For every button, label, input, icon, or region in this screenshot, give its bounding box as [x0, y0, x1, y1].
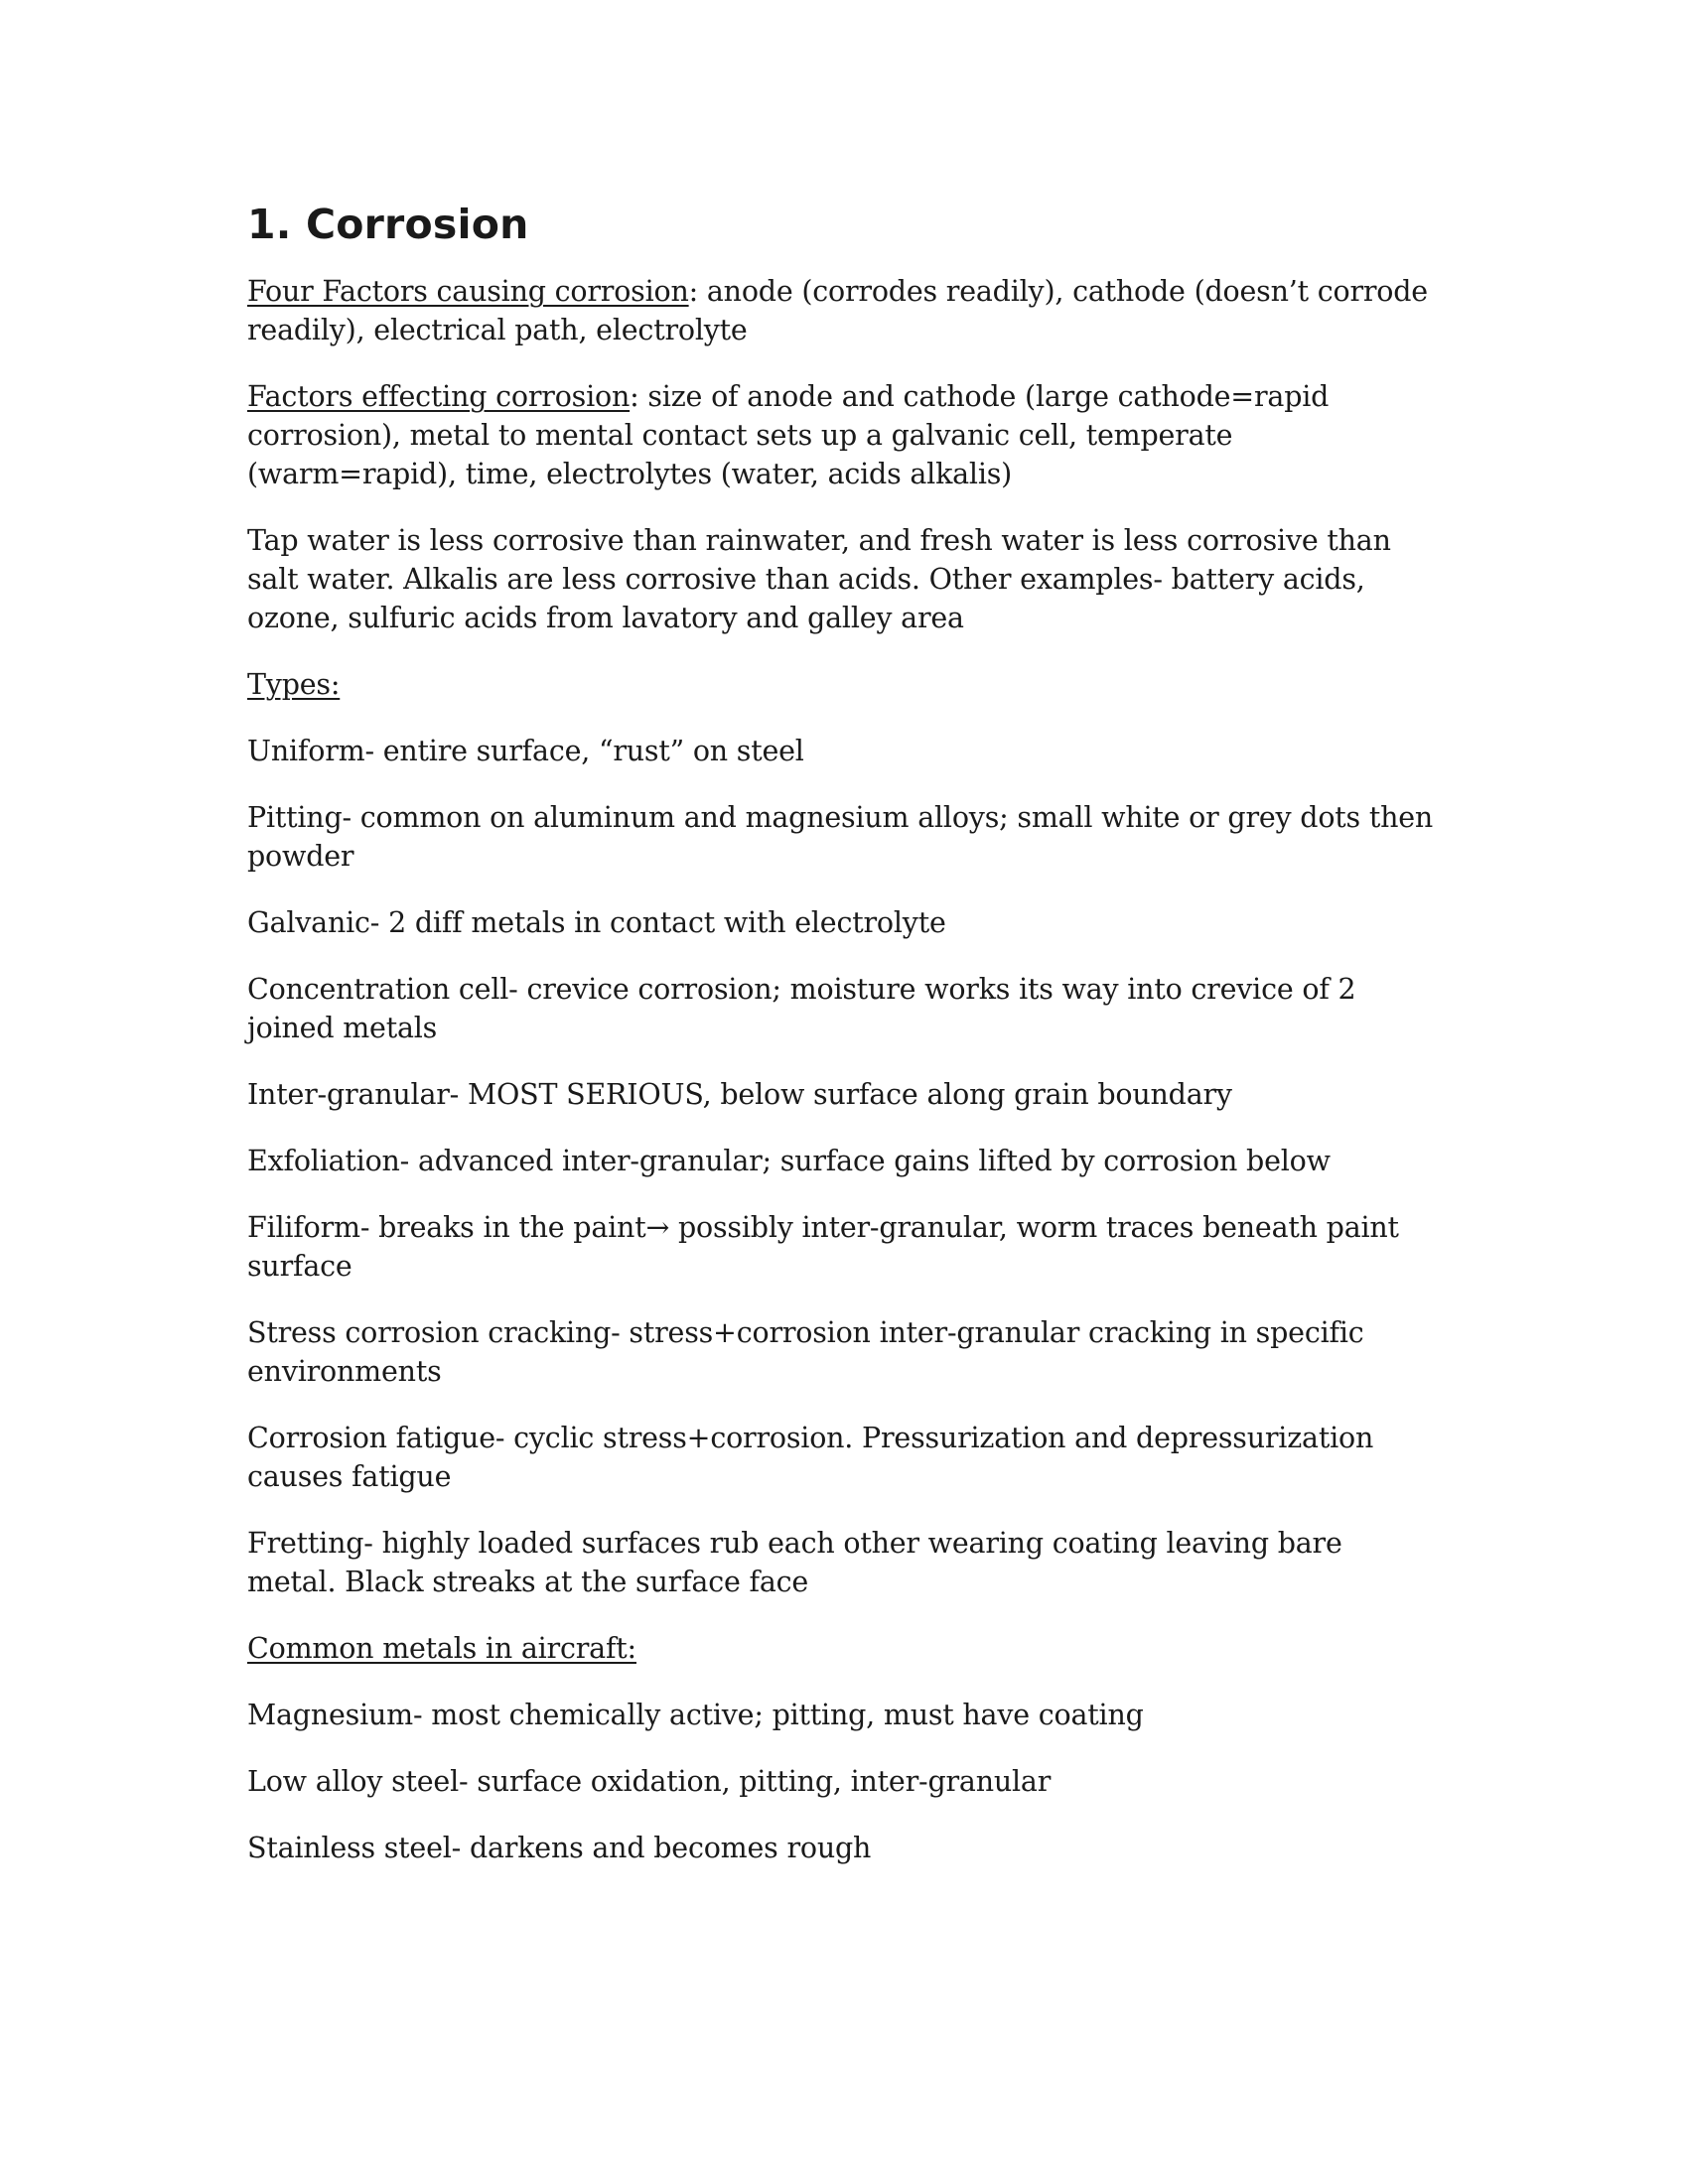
- paragraph-text: : anode (corrodes readily), cathode (doesn’t corrode readily), electrical path, electrolyte: [247, 275, 1428, 346]
- page-title: 1. Corrosion: [247, 201, 529, 248]
- type-item: Stress corrosion cracking- stress+corrosion inter-granular cracking in specific environments: [247, 1316, 1364, 1388]
- type-item: Inter-granular- MOST SERIOUS, below surface along grain boundary: [247, 1078, 1232, 1111]
- type-item: Pitting- common on aluminum and magnesium alloys; small white or grey dots then powder: [247, 801, 1434, 873]
- type-item: Corrosion fatigue- cyclic stress+corrosion. Pressurization and depressurization causes fatigue: [247, 1422, 1374, 1493]
- types-heading: Types:: [247, 668, 341, 701]
- paragraph-text: Tap water is less corrosive than rainwater, and fresh water is less corrosive than salt water. Alkalis are less corrosive than acids. Other examples- battery acids, ozone, sulfuric acids from lavatory and galley area: [247, 524, 1391, 634]
- paragraph-text: : size of anode and cathode (large cathode=rapid corrosion), metal to mental contact sets up a galvanic cell, temperate (warm=rapid), time, electrolytes (water, acids alkalis): [247, 380, 1330, 490]
- intro-paragraph-water: [247, 521, 1439, 637]
- intro-paragraph-factors-effecting: [247, 377, 1439, 493]
- intro-paragraph-four-factors: [247, 272, 1439, 349]
- document-page: [247, 195, 1439, 1895]
- paragraph-lead: Factors effecting corrosion: [247, 380, 631, 413]
- type-item: Filiform- breaks in the paint→ possibly inter-granular, worm traces beneath paint surface: [247, 1211, 1399, 1283]
- metal-item: Magnesium- most chemically active; pitting, must have coating: [247, 1699, 1144, 1731]
- type-item: Uniform- entire surface, “rust” on steel: [247, 735, 804, 767]
- metal-item: Stainless steel- darkens and becomes rough: [247, 1832, 872, 1864]
- paragraph-lead: Four Factors causing corrosion: [247, 275, 689, 308]
- metal-item: Low alloy steel- surface oxidation, pitting, inter-granular: [247, 1765, 1052, 1798]
- type-item: Concentration cell- crevice corrosion; moisture works its way into crevice of 2 joined metals: [247, 973, 1356, 1044]
- metals-heading: Common metals in aircraft:: [247, 1632, 636, 1665]
- type-item: Galvanic- 2 diff metals in contact with electrolyte: [247, 906, 946, 939]
- type-item: Exfoliation- advanced inter-granular; surface gains lifted by corrosion below: [247, 1145, 1331, 1177]
- type-item: Fretting- highly loaded surfaces rub each other wearing coating leaving bare metal. Black streaks at the surface face: [247, 1527, 1342, 1598]
